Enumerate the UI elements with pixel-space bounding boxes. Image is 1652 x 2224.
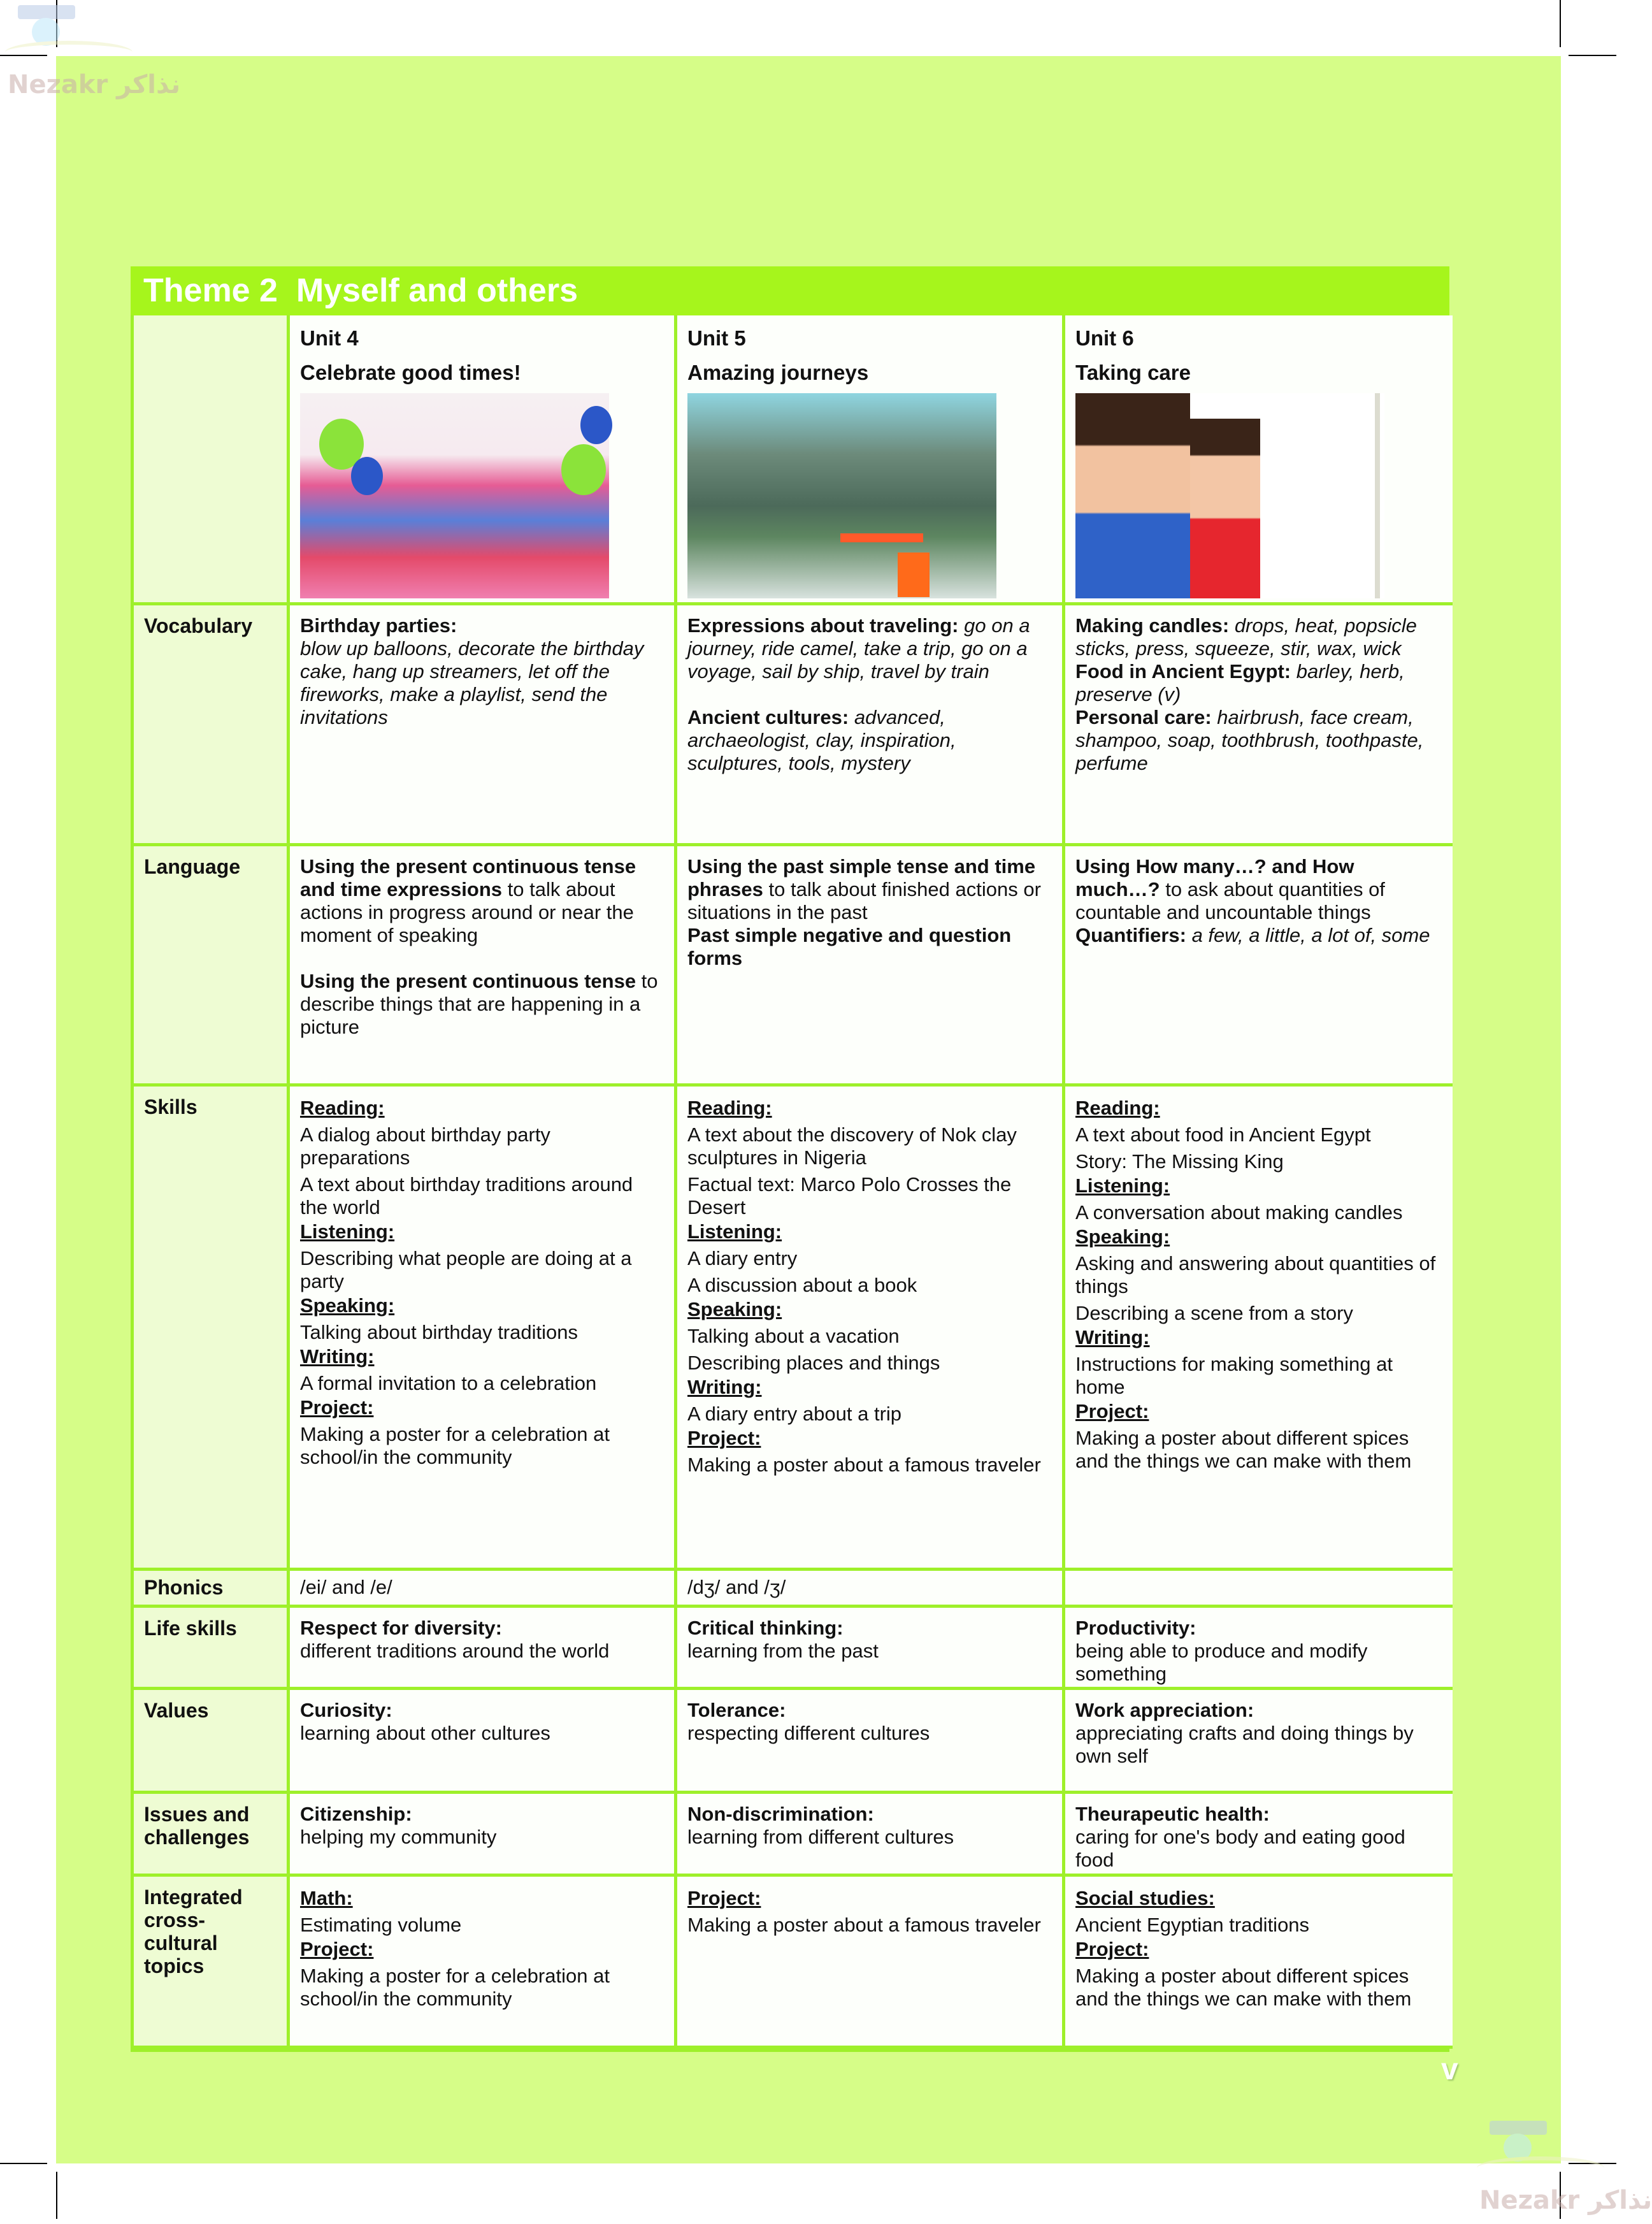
entry-text: appreciating crafts and doing things by own self [1075,1722,1414,1767]
watermark-logo-top [0,0,181,108]
skill-item: A text about birthday traditions around the world [300,1173,633,1218]
unit-title: Celebrate good times! [300,361,521,384]
vocab-words: barley, herb, preserve (v) [1075,660,1405,705]
vocab-words: drops, heat, popsicle sticks, press, squeeze, stir, wax, wick [1075,614,1417,660]
skill-heading: Writing: [687,1376,762,1398]
integrated-cell-u5 [677,1877,1065,2049]
skill-item: Talking about birthday traditions [300,1321,578,1343]
skill-item: Making a poster for a celebration at school/in the community [300,1423,610,1468]
skill-item: Estimating volume [300,1914,462,1936]
crop-mark [1560,0,1561,47]
language-point [1075,855,1442,924]
phonics-text: /dʒ/ and /ʒ/ [687,1576,786,1598]
values-cell-u5 [677,1690,1065,1794]
skill-item: A dialog about birthday party preparations [300,1123,550,1169]
language-structure: Using the present continuous tense and time expressions [300,855,636,900]
skill-heading: Math: [300,1887,353,1909]
unit-number: Unit 5 [687,326,746,350]
language-structure: Using the present continuous tense [300,970,636,992]
row-label-language: Language [134,846,290,1087]
skill-heading: Project: [1075,1938,1149,1960]
skill-item: A diary entry about a trip [687,1403,902,1425]
skill-item: Making a poster for a celebration at school/in the community [300,1965,610,2010]
skill-item: Instructions for making something at home [1075,1353,1393,1398]
entry-heading: Citizenship: [300,1803,412,1825]
row-label-skills: Skills [134,1087,290,1571]
entry-text: being able to produce and modify something [1075,1640,1368,1685]
skill-item: Describing places and things [687,1352,940,1374]
vocab-group [1075,706,1442,775]
skill-heading: Listening: [1075,1174,1170,1197]
entry-heading: Non-discrimination: [687,1803,874,1825]
issues-cell-u5 [677,1794,1065,1877]
values-cell-u6 [1065,1690,1453,1794]
language-structure: Past simple negative and question forms [687,924,1012,969]
phonics-cell-u5 [677,1571,1065,1608]
row-label-vocabulary: Vocabulary [134,605,290,846]
skill-item: Ancient Egyptian traditions [1075,1914,1310,1936]
skills-cell-u5 [677,1087,1065,1571]
skill-heading: Speaking: [300,1294,395,1317]
book-icon [1477,2156,1604,2179]
entry-heading: Work appreciation: [1075,1699,1254,1721]
skill-heading: Speaking: [687,1298,782,1320]
watermark-logo-bottom [1472,2116,1652,2224]
theme-header [131,266,1449,315]
entry-heading: Critical thinking: [687,1617,844,1639]
vocab-words: hairbrush, face cream, shampoo, soap, toothbrush, toothpaste, perfume [1075,706,1424,774]
language-structure: Using How many…? and How much…? [1075,855,1354,900]
entry-text: learning from different cultures [687,1826,954,1848]
vocab-heading: Personal care: [1075,706,1212,728]
unit-header-cell [290,315,677,605]
skill-item: A text about the discovery of Nok clay sculptures in Nigeria [687,1123,1017,1169]
skill-item: Story: The Missing King [1075,1150,1284,1173]
skill-item: A conversation about making candles [1075,1201,1403,1224]
language-cell-u5 [677,846,1065,1087]
integrated-cell-u6 [1065,1877,1453,2049]
language-cell-u4 [290,846,677,1087]
header-label-cell [134,315,290,605]
skill-heading: Social studies: [1075,1887,1215,1909]
skill-item: A formal invitation to a celebration [300,1372,597,1394]
entry-text: helping my community [300,1826,497,1848]
graduation-cap-icon [18,5,75,19]
unit-number: Unit 4 [300,326,359,350]
unit-title: Amazing journeys [687,361,869,384]
vocab-heading: Food in Ancient Egypt: [1075,660,1291,682]
table-grid [131,315,1449,2052]
life_skills-cell-u5 [677,1608,1065,1690]
skill-item: Asking and answering about quantities of things [1075,1252,1436,1297]
entry-heading: Theurapeutic health: [1075,1803,1270,1825]
skill-item: Describing a scene from a story [1075,1302,1353,1324]
vocab-group [300,614,664,729]
language-point [687,924,1052,970]
kayak-journey-photo [687,393,996,598]
unit-number: Unit 6 [1075,326,1134,350]
language-purpose: to talk about finished actions or situations in the past [687,878,1041,923]
entry-text: learning about other cultures [300,1722,550,1744]
theme-title: Myself and others [296,272,578,309]
vocab-words: blow up balloons, decorate the birthday cake, hang up streamers, let off the fireworks, make a playlist, send the invitations [300,637,644,728]
vocab-words: advanced, archaeologist, clay, inspiration, sculptures, tools, mystery [687,706,956,774]
skill-item: A diary entry [687,1247,798,1269]
skill-item: Making a poster about different spices and the things we can make with them [1075,1965,1412,2010]
vocabulary-cell-u5 [677,605,1065,846]
vocab-group [687,614,1052,683]
skill-heading: Project: [1075,1400,1149,1422]
crop-mark [1569,55,1616,56]
entry-text: caring for one's body and eating good food [1075,1826,1405,1871]
entry-heading: Tolerance: [687,1699,786,1721]
language-point [300,855,664,947]
row-label-life_skills: Life skills [134,1608,290,1690]
language-purpose: to talk about actions in progress around or near the moment of speaking [300,878,634,946]
entry-text: different traditions around the world [300,1640,610,1662]
skill-heading: Writing: [300,1345,375,1368]
language-structure: Quantifiers: [1075,924,1186,946]
phonics-text: /ei/ and /e/ [300,1576,392,1598]
vocab-group [1075,614,1442,660]
row-label-integrated: Integrated cross-cultural topics [134,1877,290,2049]
skill-item: Factual text: Marco Polo Crosses the Desert [687,1173,1012,1218]
skills-cell-u6 [1065,1087,1453,1571]
unit-header-cell [1065,315,1453,605]
skill-heading: Project: [300,1396,374,1419]
vocab-heading: Birthday parties: [300,614,457,637]
skill-heading: Project: [300,1938,374,1960]
skill-item: Talking about a vacation [687,1325,900,1347]
language-point [300,970,664,1039]
boys-brushing-teeth-photo [1075,393,1384,598]
language-point [687,855,1052,924]
phonics-cell-u6 [1065,1571,1453,1608]
entry-text: learning from the past [687,1640,879,1662]
skill-heading: Project: [687,1887,761,1909]
entry-text: respecting different cultures [687,1722,930,1744]
vocabulary-cell-u6 [1065,605,1453,846]
skill-heading: Reading: [687,1097,772,1119]
unit-title: Taking care [1075,361,1191,384]
phonics-cell-u4 [290,1571,677,1608]
row-label-phonics: Phonics [134,1571,290,1608]
integrated-cell-u4 [290,1877,677,2049]
birthday-party-photo [300,393,609,598]
skill-item: A text about food in Ancient Egypt [1075,1123,1371,1146]
skill-item: Making a poster about different spices and the things we can make with them [1075,1427,1412,1472]
language-cell-u6 [1065,846,1453,1087]
vocab-group [1075,660,1442,706]
skill-item: Making a poster about a famous traveler [687,1454,1041,1476]
language-structure: Using the past simple tense and time phrases [687,855,1036,900]
skill-item: Describing what people are doing at a party [300,1247,632,1292]
values-cell-u4 [290,1690,677,1794]
skill-heading: Project: [687,1427,761,1449]
issues-cell-u4 [290,1794,677,1877]
vocab-group [687,706,1052,775]
entry-heading: Curiosity: [300,1699,392,1721]
skills-cell-u4 [290,1087,677,1571]
graduation-cap-icon [1490,2121,1547,2135]
language-purpose: to describe things that are happening in a picture [300,970,658,1038]
entry-heading: Productivity: [1075,1617,1196,1639]
entry-heading: Respect for diversity: [300,1617,502,1639]
skill-heading: Listening: [687,1220,782,1243]
vocab-words: go on a journey, ride camel, take a trip, go on a voyage, sail by ship, travel by train [687,614,1030,682]
skill-heading: Reading: [1075,1097,1160,1119]
skill-item: A discussion about a book [687,1274,917,1296]
page-number: v [1441,2053,1458,2086]
scope-sequence-table [131,266,1449,2052]
theme-number: Theme 2 [143,272,278,309]
row-label-issues: Issues and challenges [134,1794,290,1877]
vocabulary-cell-u4 [290,605,677,846]
skill-heading: Writing: [1075,1326,1150,1348]
watermark-text: Nezakr نذاكر [8,70,181,99]
language-purpose: to ask about quantities of countable and uncountable things [1075,878,1385,923]
book-icon [5,41,133,64]
skill-heading: Reading: [300,1097,385,1119]
unit-header-cell [677,315,1065,605]
vocab-heading: Making candles: [1075,614,1230,637]
crop-mark [0,2163,47,2164]
skill-item: Making a poster about a famous traveler [687,1914,1041,1936]
row-label-values: Values [134,1690,290,1794]
issues-cell-u6 [1065,1794,1453,1877]
crop-mark [56,2172,57,2219]
skill-heading: Listening: [300,1220,395,1243]
language-examples: a few, a little, a lot of, some [1186,924,1430,946]
life_skills-cell-u6 [1065,1608,1453,1690]
life_skills-cell-u4 [290,1608,677,1690]
skill-heading: Speaking: [1075,1225,1170,1248]
watermark-text: Nezakr نذاكر [1479,2186,1652,2215]
vocab-heading: Expressions about traveling: [687,614,959,637]
language-point [1075,924,1442,947]
vocab-heading: Ancient cultures: [687,706,849,728]
